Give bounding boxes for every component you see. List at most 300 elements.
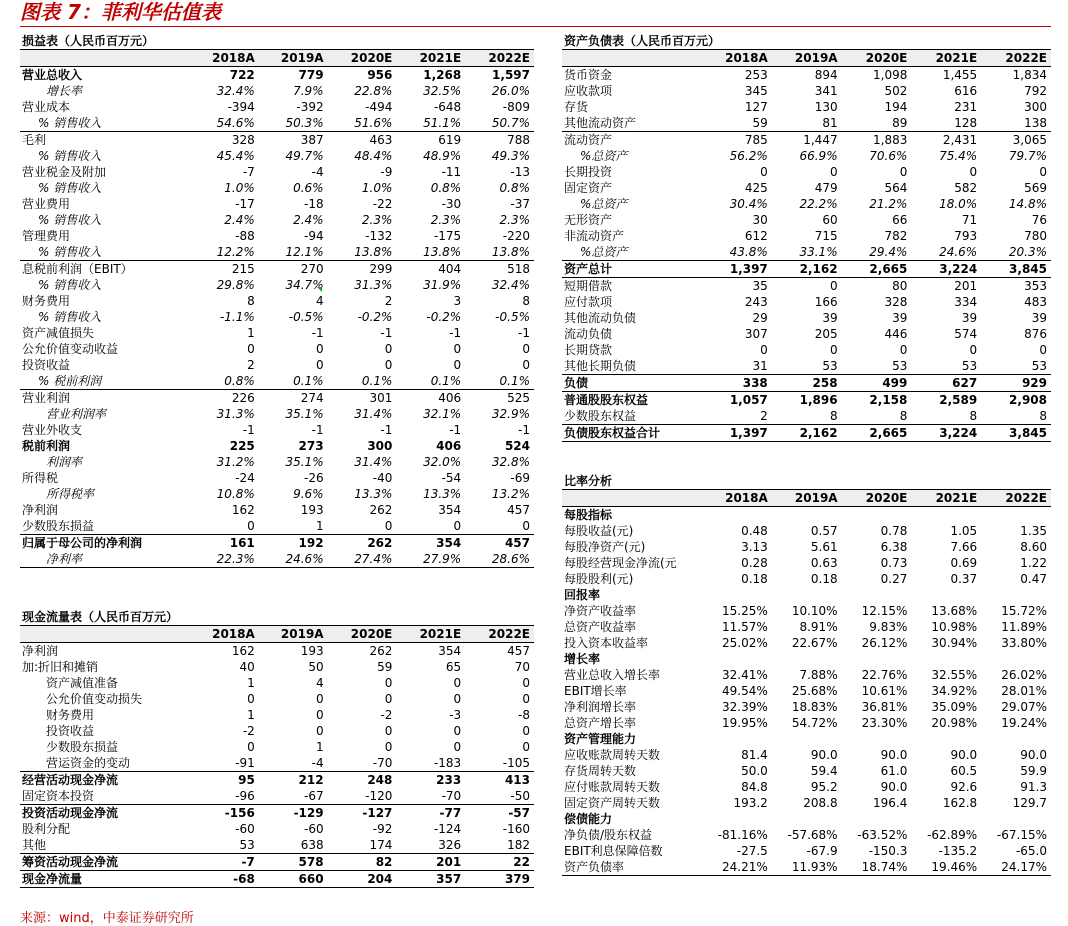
value-cell: 31.4%: [354, 407, 393, 421]
value-cell: [702, 507, 772, 524]
value-cell: 84.8: [741, 780, 768, 794]
value-cell: -129: [259, 805, 328, 822]
table-row: [20, 518, 534, 535]
value-cell: 3,065: [981, 132, 1051, 149]
table-row: [20, 755, 534, 772]
value-cell: 10.61%: [861, 684, 908, 698]
value-cell: -67: [303, 789, 324, 803]
value-cell: 1: [247, 708, 255, 722]
value-cell: [981, 651, 1051, 667]
row-label: 其他流动资产: [564, 116, 637, 130]
value-cell: 8: [899, 409, 908, 423]
value-cell: -27.5: [736, 844, 768, 858]
value-cell: 387: [259, 132, 328, 149]
table-row: [20, 821, 534, 837]
value-cell: 0: [969, 165, 978, 179]
value-cell: -40: [372, 471, 393, 485]
row-label: 资产减值损失: [22, 326, 95, 340]
value-cell: -160: [502, 822, 530, 836]
value-cell: 0.1%: [430, 374, 462, 388]
row-label: 存货周转天数: [564, 764, 637, 778]
value-cell: 578: [259, 854, 328, 871]
value-cell: 2,162: [772, 425, 842, 442]
row-label: 投资活动现金净流: [20, 805, 190, 822]
value-cell: -0.2%: [357, 310, 393, 324]
value-cell: 32.1%: [423, 407, 462, 421]
value-cell: 502: [884, 84, 908, 98]
section-row: [562, 587, 1051, 603]
value-cell: 0: [384, 358, 393, 372]
table-row: [562, 408, 1051, 425]
value-cell: -1: [311, 326, 324, 340]
value-cell: 0.37: [950, 572, 978, 586]
value-cell: -1: [242, 423, 255, 437]
value-cell: 0.69: [950, 556, 978, 570]
section-row: [562, 507, 1051, 524]
value-cell: 0: [522, 358, 530, 372]
value-cell: -105: [502, 756, 530, 770]
value-cell: 0.8%: [224, 374, 255, 388]
value-cell: 31.3%: [216, 407, 255, 421]
table-row: [20, 406, 534, 422]
value-cell: -9: [380, 165, 393, 179]
table-row: [20, 390, 534, 407]
table-row: [562, 619, 1051, 635]
value-cell: -50: [510, 789, 530, 803]
value-cell: 53: [961, 359, 978, 373]
value-cell: [981, 731, 1051, 747]
row-label: 股利分配: [22, 822, 71, 836]
cell-comment-marker: [317, 287, 322, 292]
value-cell: -156: [190, 805, 259, 822]
value-cell: 91.3: [1020, 780, 1047, 794]
value-cell: 162.8: [942, 796, 978, 810]
value-cell: 0: [453, 358, 462, 372]
value-cell: 301: [328, 390, 397, 407]
table-row: [20, 805, 534, 822]
row-label: % 税前利润: [38, 374, 102, 388]
row-label: 资产减值准备: [46, 676, 119, 690]
value-cell: 262: [369, 644, 393, 658]
value-cell: 0.47: [1020, 572, 1047, 586]
value-cell: 90.0: [880, 748, 908, 762]
value-cell: 1.22: [1020, 556, 1047, 570]
value-cell: 32.41%: [722, 668, 768, 682]
row-label: 经营活动现金净流: [20, 772, 190, 789]
value-cell: -70: [441, 789, 462, 803]
value-cell: 0.1%: [293, 374, 324, 388]
row-label: 长期投资: [564, 165, 613, 179]
value-cell: 328: [190, 132, 259, 149]
value-cell: 248: [328, 772, 397, 789]
value-cell: [702, 587, 772, 603]
table-row: [20, 228, 534, 244]
value-cell: 8: [829, 409, 838, 423]
value-cell: -0.2%: [426, 310, 462, 324]
table-row: [20, 244, 534, 261]
value-cell: 27.4%: [328, 551, 397, 568]
value-cell: -24: [235, 471, 255, 485]
value-cell: 95: [190, 772, 259, 789]
value-cell: 51.1%: [423, 116, 462, 130]
value-cell: [772, 587, 842, 603]
value-cell: 569: [1024, 181, 1047, 195]
value-cell: [911, 651, 981, 667]
value-cell: 13.8%: [354, 245, 393, 259]
value-cell: 0: [384, 724, 393, 738]
value-cell: 22.67%: [791, 636, 838, 650]
value-cell: 0.1%: [499, 374, 530, 388]
table-row: [20, 691, 534, 707]
row-label: 公允价值变动损失: [46, 692, 143, 706]
value-cell: 0: [829, 165, 838, 179]
row-label: 营业总收入: [22, 68, 83, 82]
value-cell: 49.7%: [285, 149, 324, 163]
value-cell: [772, 651, 842, 667]
table-row: [20, 357, 534, 373]
value-cell: 2,908: [981, 392, 1051, 409]
row-label: 应付款项: [564, 295, 613, 309]
row-label: 资产负债率: [562, 859, 702, 876]
value-cell: 4: [315, 676, 324, 690]
value-cell: [842, 811, 912, 827]
table-row: [562, 859, 1051, 876]
value-cell: [911, 507, 981, 524]
value-cell: -132: [365, 229, 393, 243]
value-cell: 956: [367, 68, 393, 82]
value-cell: 0.27: [880, 572, 908, 586]
value-cell: 70.6%: [869, 149, 908, 163]
row-label: 投资收益: [46, 724, 95, 738]
value-cell: 208.8: [803, 796, 838, 810]
table-row: [562, 278, 1051, 295]
value-cell: 564: [884, 181, 908, 195]
value-cell: 1,834: [1012, 68, 1047, 82]
value-cell: 262: [328, 535, 397, 552]
ratio-analysis-caption: 比率分析: [562, 473, 1051, 490]
value-cell: 0: [522, 519, 530, 533]
value-cell: 0.1%: [361, 374, 393, 388]
ratio-analysis-table: [562, 473, 1051, 876]
value-cell: -7: [190, 854, 259, 871]
value-cell: 182: [507, 838, 530, 852]
value-cell: [702, 731, 772, 747]
value-cell: 226: [190, 390, 259, 407]
row-label: 净资产收益率: [564, 604, 637, 618]
value-cell: -88: [235, 229, 255, 243]
value-cell: 48.4%: [354, 149, 393, 163]
table-row: [562, 635, 1051, 651]
value-cell: [842, 587, 912, 603]
value-cell: 2,162: [772, 261, 842, 278]
balance-sheet-caption: 资产负债表（人民币百万元）: [562, 33, 1051, 50]
value-cell: 0: [247, 519, 255, 533]
value-cell: -69: [510, 471, 530, 485]
value-cell: 627: [911, 375, 981, 392]
row-label: 营业外收支: [22, 423, 83, 437]
table-row: [562, 115, 1051, 132]
value-cell: -60: [303, 822, 324, 836]
value-cell: 0: [453, 724, 462, 738]
value-cell: 0: [1039, 165, 1047, 179]
value-cell: 404: [396, 261, 465, 278]
table-row: [562, 779, 1051, 795]
table-row: [20, 115, 534, 132]
table-row: [562, 310, 1051, 326]
section-row: [562, 731, 1051, 747]
row-label: % 销售收入: [38, 245, 102, 259]
row-label: % 销售收入: [38, 213, 102, 227]
table-row: [562, 358, 1051, 375]
value-cell: 28.01%: [1001, 684, 1047, 698]
value-cell: [981, 811, 1051, 827]
value-cell: 0: [384, 676, 393, 690]
value-cell: [981, 587, 1051, 603]
value-cell: 1,098: [873, 68, 908, 82]
table-row: [562, 683, 1051, 699]
table-row: [562, 294, 1051, 310]
value-cell: -68: [190, 871, 259, 888]
value-cell: 8.91%: [799, 620, 838, 634]
value-cell: 193.2: [733, 796, 768, 810]
value-cell: 582: [954, 181, 978, 195]
table-row: [562, 523, 1051, 539]
row-label: 固定资本投资: [22, 789, 95, 803]
value-cell: 463: [328, 132, 397, 149]
table-row: [20, 871, 534, 888]
value-cell: 300: [367, 439, 393, 453]
value-cell: 60.5: [950, 764, 978, 778]
value-cell: 0.57: [810, 524, 838, 538]
table-row: [562, 180, 1051, 196]
value-cell: 26.0%: [491, 84, 530, 98]
table-row: [562, 228, 1051, 244]
table-row: [562, 539, 1051, 555]
table-row: [20, 788, 534, 805]
value-cell: 79.7%: [1008, 149, 1047, 163]
value-cell: 446: [884, 327, 908, 341]
value-cell: 638: [300, 838, 324, 852]
value-cell: 341: [814, 84, 838, 98]
value-cell: 29.8%: [216, 278, 255, 292]
value-cell: 19.95%: [722, 716, 768, 730]
value-cell: 15.25%: [722, 604, 768, 618]
value-cell: -65.0: [1015, 844, 1047, 858]
value-cell: -22: [372, 197, 393, 211]
row-label: 净利润增长率: [564, 700, 637, 714]
value-cell: -57.68%: [787, 828, 838, 842]
value-cell: 193: [300, 644, 324, 658]
year-header: 2019A: [772, 50, 842, 67]
value-cell: 40: [239, 660, 255, 674]
row-label: 少数股东损益: [46, 740, 119, 754]
value-cell: 619: [396, 132, 465, 149]
value-cell: 3: [453, 294, 462, 308]
table-row: [20, 293, 534, 309]
row-label: 长期贷款: [564, 343, 613, 357]
value-cell: 0: [453, 519, 462, 533]
value-cell: 457: [507, 503, 530, 517]
value-cell: 90.0: [880, 780, 908, 794]
value-cell: 51.6%: [354, 116, 393, 130]
year-header-row: [562, 490, 1051, 507]
row-label: 公允价值变动收益: [22, 342, 119, 356]
value-cell: 127: [744, 100, 768, 114]
value-cell: 7.66: [950, 540, 978, 554]
row-label: 流动资产: [562, 132, 702, 149]
row-label: 总资产增长率: [564, 716, 637, 730]
table-row: [562, 148, 1051, 164]
year-header: 2018A: [702, 490, 772, 507]
value-cell: -3: [449, 708, 462, 722]
value-cell: 13.8%: [423, 245, 462, 259]
value-cell: -648: [433, 100, 462, 114]
value-cell: 130: [814, 100, 838, 114]
table-row: [562, 67, 1051, 84]
value-cell: 27.9%: [396, 551, 465, 568]
value-cell: -135.2: [938, 844, 978, 858]
row-label: 归属于母公司的净利润: [20, 535, 190, 552]
value-cell: 30: [752, 213, 768, 227]
value-cell: 30.4%: [729, 197, 768, 211]
value-cell: 0: [315, 692, 324, 706]
year-header: 2019A: [772, 490, 842, 507]
value-cell: 8: [522, 294, 530, 308]
value-cell: 32.8%: [491, 455, 530, 469]
value-cell: 39: [961, 311, 978, 325]
value-cell: 32.4%: [216, 84, 255, 98]
table-row: [20, 341, 534, 357]
table-row: [562, 196, 1051, 212]
row-label: 筹资活动现金净流: [20, 854, 190, 871]
row-label: 营业费用: [22, 197, 71, 211]
value-cell: 273: [298, 439, 324, 453]
value-cell: 2,665: [842, 425, 912, 442]
value-cell: 406: [436, 439, 462, 453]
value-cell: 193: [300, 503, 324, 517]
value-cell: 612: [744, 229, 768, 243]
value-cell: 65: [445, 660, 462, 674]
value-cell: 162: [231, 644, 255, 658]
row-label: 加:折旧和摊销: [22, 660, 99, 674]
year-header: 2019A: [259, 626, 328, 643]
value-cell: 201: [396, 854, 465, 871]
value-cell: 15.72%: [1001, 604, 1047, 618]
value-cell: [911, 731, 981, 747]
table-row: [20, 739, 534, 755]
value-cell: -70: [372, 756, 393, 770]
value-cell: 24.17%: [981, 859, 1051, 876]
value-cell: 26.12%: [861, 636, 908, 650]
value-cell: [911, 811, 981, 827]
value-cell: 24.6%: [939, 245, 978, 259]
value-cell: 13.3%: [354, 487, 393, 501]
value-cell: 22: [465, 854, 534, 871]
row-label: 净利润: [22, 503, 59, 517]
value-cell: 518: [465, 261, 534, 278]
value-cell: 894: [814, 68, 838, 82]
table-row: [562, 261, 1051, 278]
value-cell: 722: [229, 68, 255, 82]
value-cell: 0.8%: [499, 181, 530, 195]
value-cell: 0: [899, 165, 908, 179]
row-label: EBIT利息保障倍数: [564, 844, 663, 858]
table-row: [562, 425, 1051, 442]
income-statement-caption: 损益表（人民币百万元）: [20, 33, 534, 50]
value-cell: -2: [242, 724, 255, 738]
value-cell: [772, 507, 842, 524]
value-cell: 66.9%: [799, 149, 838, 163]
table-row: [20, 309, 534, 325]
value-cell: -392: [296, 100, 324, 114]
value-cell: 2,158: [842, 392, 912, 409]
value-cell: 1,268: [423, 68, 462, 82]
row-label: 净利润: [22, 644, 59, 658]
value-cell: 80: [842, 278, 912, 295]
table-row: [20, 723, 534, 739]
value-cell: 59: [752, 116, 768, 130]
value-cell: [702, 811, 772, 827]
value-cell: 30.94%: [931, 636, 978, 650]
value-cell: 0: [522, 342, 530, 356]
table-row: [562, 827, 1051, 843]
value-cell: 1.0%: [224, 181, 255, 195]
year-header: 2022E: [981, 490, 1051, 507]
value-cell: [842, 651, 912, 667]
value-cell: 2.3%: [361, 213, 393, 227]
value-cell: 92.6: [950, 780, 978, 794]
value-cell: 1: [247, 676, 255, 690]
table-row: [562, 375, 1051, 392]
value-cell: 715: [814, 229, 838, 243]
value-cell: 66: [892, 213, 908, 227]
row-label: % 销售收入: [38, 149, 102, 163]
value-cell: 28.6%: [465, 551, 534, 568]
value-cell: [772, 811, 842, 827]
year-header: 2021E: [396, 50, 465, 67]
value-cell: 50.0: [741, 764, 768, 778]
value-cell: 13.8%: [491, 245, 530, 259]
row-label: 总资产收益率: [564, 620, 637, 634]
value-cell: 196.4: [873, 796, 908, 810]
value-cell: 457: [507, 644, 530, 658]
value-cell: 9.83%: [869, 620, 908, 634]
value-cell: -120: [365, 789, 393, 803]
value-cell: 0: [453, 342, 462, 356]
value-cell: 0: [829, 343, 838, 357]
value-cell: 0: [315, 342, 324, 356]
section-label: 回报率: [564, 588, 601, 602]
value-cell: 1,883: [842, 132, 912, 149]
value-cell: 12.15%: [861, 604, 908, 618]
value-cell: 45.4%: [216, 149, 255, 163]
value-cell: -62.89%: [927, 828, 978, 842]
value-cell: 0: [522, 676, 530, 690]
value-cell: 0: [522, 740, 530, 754]
value-cell: 3.13: [741, 540, 768, 554]
value-cell: 0: [760, 165, 768, 179]
table-row: [20, 212, 534, 228]
title-divider: [20, 26, 1051, 27]
row-label: 营业成本: [22, 100, 71, 114]
value-cell: -30: [441, 197, 462, 211]
year-header: 2020E: [328, 50, 397, 67]
value-cell: 0.78: [880, 524, 908, 538]
row-label: 应收款项: [564, 84, 613, 98]
row-label: 少数股东损益: [22, 519, 95, 533]
row-label: 少数股东权益: [564, 409, 637, 423]
value-cell: 2.4%: [293, 213, 324, 227]
